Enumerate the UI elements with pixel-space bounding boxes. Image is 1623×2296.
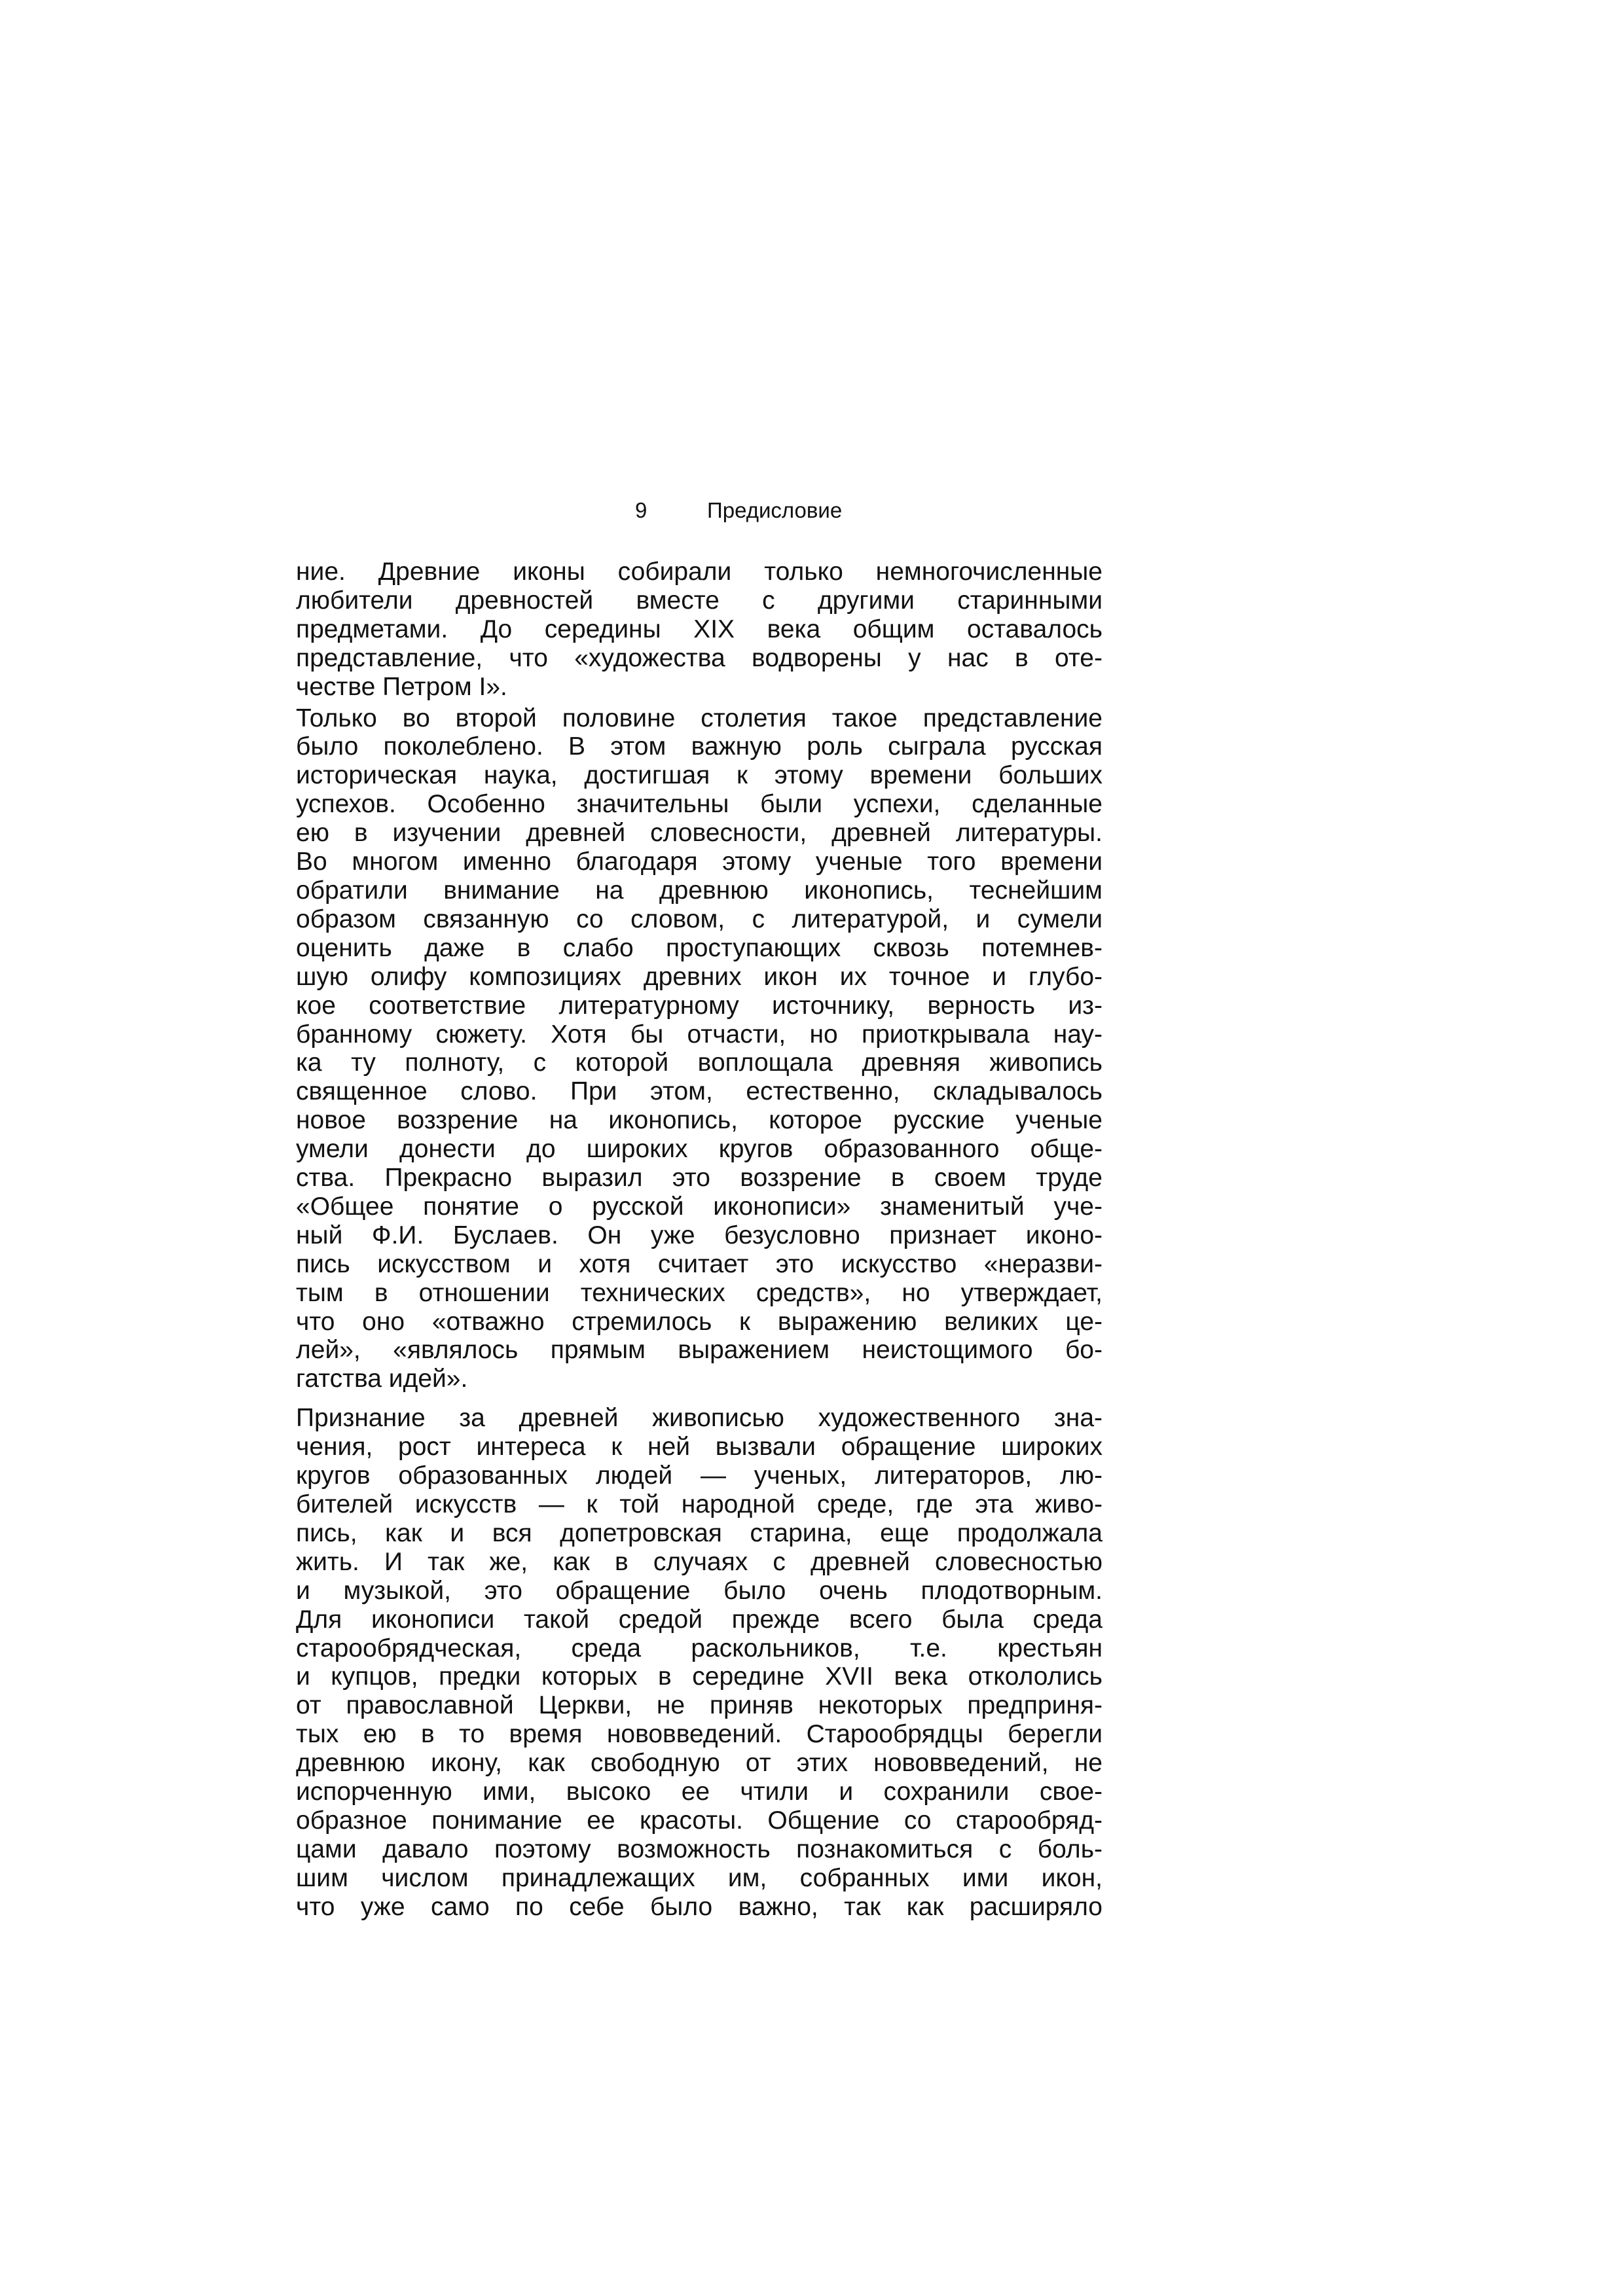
text-line: любители древностей вместе с другими старинными bbox=[296, 586, 1103, 615]
text-line: тых ею в то время нововведений. Старообрядцы берегли bbox=[296, 1720, 1103, 1749]
text-line: «Общее понятие о русской иконописи» знаменитый уче- bbox=[296, 1192, 1103, 1221]
text-line: новое воззрение на иконопись, которое русские ученые bbox=[296, 1106, 1103, 1135]
text-line: кругов образованных людей — ученых, литераторов, лю- bbox=[296, 1462, 1103, 1490]
running-head bbox=[635, 492, 842, 529]
text-line: что оно «отважно стремилось к выражению великих це- bbox=[296, 1307, 1103, 1336]
text-line: испорченную ими, высоко ее чтили и сохранили свое- bbox=[296, 1778, 1103, 1806]
text-line: историческая наука, достигшая к этому времени больших bbox=[296, 761, 1103, 790]
text-line: бранному сюжету. Хотя бы отчасти, но приоткрывала нау- bbox=[296, 1020, 1103, 1049]
text-line: было поколеблено. В этом важную роль сыграла русская bbox=[296, 732, 1103, 761]
paragraph-3 bbox=[296, 1404, 1103, 1921]
text-line: оценить даже в слабо проступающих сквозь потемнев- bbox=[296, 933, 1103, 962]
text-line: шим числом принадлежащих им, собранных ими икон, bbox=[296, 1863, 1103, 1892]
text-line: кое соответствие литературному источнику, верность из- bbox=[296, 991, 1103, 1020]
text-line: жить. И так же, как в случаях с древней словесностью bbox=[296, 1547, 1103, 1576]
text-line: шую олифу композициях древних икон их точное и глубо- bbox=[296, 962, 1103, 991]
text-line: образное понимание ее красоты. Общение со старообряд- bbox=[296, 1806, 1103, 1835]
text-line: старообрядческая, среда раскольников, т.е. крестьян bbox=[296, 1634, 1103, 1662]
body-text bbox=[296, 558, 1103, 1922]
text-line: что уже само по себе было важно, так как расширяло bbox=[296, 1892, 1103, 1921]
text-line: успехов. Особенно значительны были успехи, сделанные bbox=[296, 790, 1103, 819]
text-line: Признание за древней живописью художественного зна- bbox=[296, 1404, 1103, 1433]
text-line: чения, рост интереса к ней вызвали обращение широких bbox=[296, 1433, 1103, 1462]
text-line: от православной Церкви, не приняв некоторых предприня- bbox=[296, 1691, 1103, 1720]
text-line: ка ту полноту, с которой воплощала древняя живопись bbox=[296, 1049, 1103, 1077]
text-line: и музыкой, это обращение было очень плодотворным. bbox=[296, 1576, 1103, 1605]
text-line: древнюю икону, как свободную от этих нововведений, не bbox=[296, 1749, 1103, 1778]
text-line: честве Петром I». bbox=[296, 672, 507, 701]
text-line: ства. Прекрасно выразил это воззрение в своем труде bbox=[296, 1164, 1103, 1193]
text-line: образом связанную со словом, с литературой, и сумели bbox=[296, 905, 1103, 933]
text-line: тым в отношении технических средств», но утверждает, bbox=[296, 1278, 1103, 1307]
text-line: предметами. До середины XIX века общим оставалось bbox=[296, 615, 1103, 643]
text-line: пись искусством и хотя считает это искусство «неразви- bbox=[296, 1249, 1103, 1278]
text-line: и купцов, предки которых в середине XVII века откололись bbox=[296, 1662, 1103, 1691]
text-line: лей», «являлось прямым выражением неистощимого бо- bbox=[296, 1336, 1103, 1365]
text-line: бителей искусств — к той народной среде, где эта живо- bbox=[296, 1490, 1103, 1518]
paragraph-1 bbox=[296, 558, 1103, 702]
text-line: ние. Древние иконы собирали только немногочисленные bbox=[296, 558, 1103, 586]
text-line: ею в изучении древней словесности, древней литературы. bbox=[296, 819, 1103, 848]
page-number: 9 bbox=[635, 498, 647, 522]
text-line: умели донести до широких кругов образованного обще- bbox=[296, 1135, 1103, 1164]
text-line: гатства идей». bbox=[296, 1365, 468, 1393]
text-line: Только во второй половине столетия такое представление bbox=[296, 704, 1103, 732]
section-title: Предисловие bbox=[707, 498, 843, 522]
text-line: Для иконописи такой средой прежде всего была среда bbox=[296, 1605, 1103, 1634]
text-line: священное слово. При этом, естественно, складывалось bbox=[296, 1077, 1103, 1106]
text-line: обратили внимание на древнюю иконопись, теснейшим bbox=[296, 876, 1103, 905]
text-line: пись, как и вся допетровская старина, еще продолжала bbox=[296, 1518, 1103, 1547]
text-line: цами давало поэтому возможность познакомиться с боль- bbox=[296, 1835, 1103, 1863]
text-line: представление, что «художества водворены у нас в оте- bbox=[296, 643, 1103, 672]
text-line: Во многом именно благодаря этому ученые того времени bbox=[296, 848, 1103, 876]
text-line: ный Ф.И. Буслаев. Он уже безусловно признает иконо- bbox=[296, 1221, 1103, 1249]
paragraph-2 bbox=[296, 704, 1103, 1394]
